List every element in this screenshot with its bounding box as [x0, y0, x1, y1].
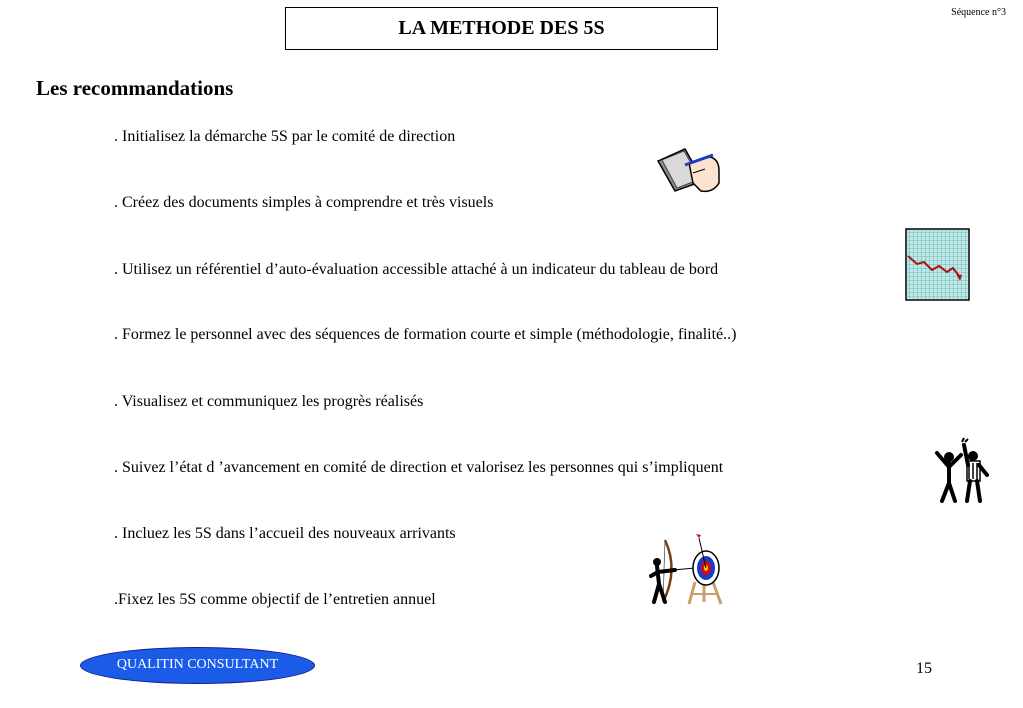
archer-target-icon: [643, 532, 728, 607]
recommendation-1: . Initialisez la démarche 5S par le comité de direction: [114, 128, 456, 145]
recommendation-7: . Incluez les 5S dans l’accueil des nouveaux arrivants: [114, 525, 456, 542]
recommendation-6: . Suivez l’état d ’avancement en comité de direction et valorisez les personnes qui s’impliquent: [114, 459, 724, 476]
recommendation-2: . Créez des documents simples à comprendre et très visuels: [114, 194, 494, 211]
sequence-number: Séquence n°3: [951, 7, 1006, 18]
cheering-people-icon: [927, 437, 997, 505]
declining-chart-icon: [905, 228, 970, 301]
slide-title: LA METHODE DES 5S: [285, 7, 718, 50]
page-number: 15: [916, 660, 932, 677]
section-heading: Les recommandations: [36, 76, 234, 100]
recommendation-3: . Utilisez un référentiel d’auto-évaluation accessible attaché à un indicateur du tableau de bord: [114, 261, 719, 278]
hand-writing-on-pad-icon: [655, 143, 725, 195]
company-badge: QUALITIN CONSULTANT: [80, 647, 315, 684]
recommendation-4: . Formez le personnel avec des séquences de formation courte et simple (méthodologie, finalité..): [114, 326, 737, 343]
recommendation-8: .Fixez les 5S comme objectif de l’entretien annuel: [114, 591, 436, 608]
recommendation-5: . Visualisez et communiquez les progrès réalisés: [114, 393, 424, 410]
